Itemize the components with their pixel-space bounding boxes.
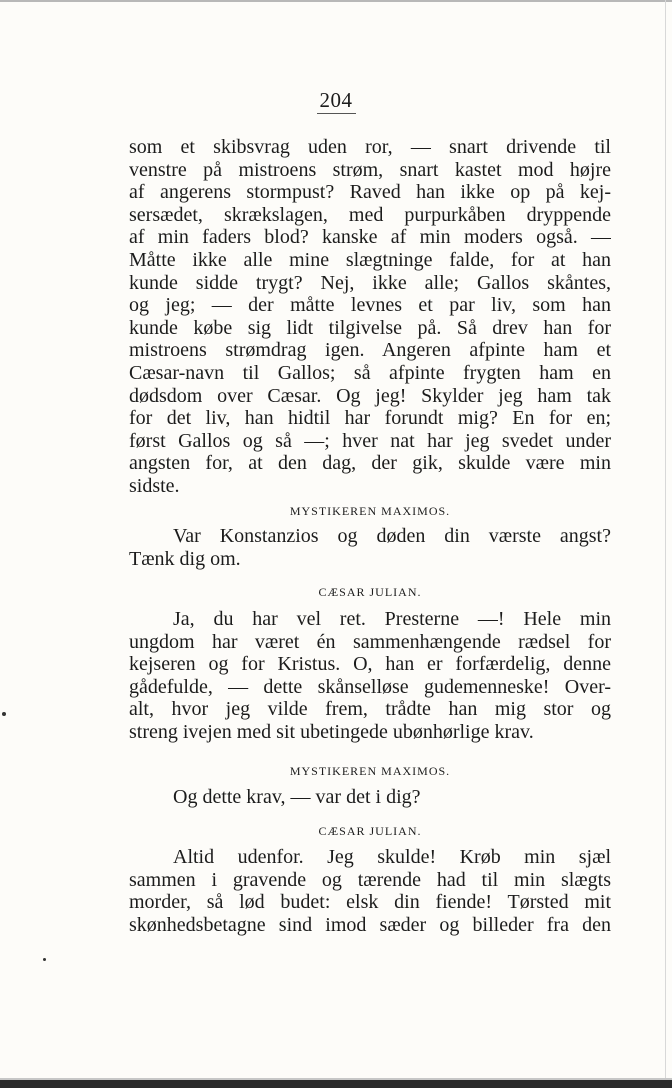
speaker-heading: MYSTIKEREN MAXIMOS. (289, 764, 451, 778)
text-line: venstre på mistroens strøm, snart kastet mod højre (129, 158, 611, 181)
speech-block-3 (129, 608, 611, 744)
text-line: af min faders blod? kanske af min moders også. — (129, 226, 611, 249)
text-line: streng ivejen med sit ubetingede ubønhørlige krav. (129, 720, 534, 743)
text-line: mistroens strømdrag igen. Angeren afpinte ham et (129, 339, 611, 362)
speech-block-4 (129, 786, 611, 809)
margin-speck (43, 958, 46, 961)
margin-speck (2, 712, 6, 716)
speech-block-1 (129, 136, 611, 498)
right-page-edge (665, 0, 666, 1088)
text-line: af angerens stormpust? Raved han ikke op på kej- (129, 181, 611, 204)
speech-block-5 (129, 846, 611, 936)
speaker-heading: MYSTIKEREN MAXIMOS. (289, 504, 451, 518)
text-line: sidste. (129, 474, 180, 497)
text-line: og jeg; — der måtte levnes et par liv, som han (129, 294, 611, 317)
text-line: som et skibsvrag uden ror, — snart drivende til (129, 136, 611, 158)
text-line: kejseren og for Kristus. O, han er forfærdelig, denne (129, 653, 611, 676)
text-line: kunde sidde trygt? Nej, ikke alle; Gallos skåntes, (129, 271, 611, 294)
text-line: Ja, du har vel ret. Presterne —! Hele min (173, 608, 611, 630)
text-line: Måtte ikke alle mine slægtninge falde, for at han (129, 248, 611, 271)
text-line: ungdom har været én sammenhængende rædsel for (129, 630, 611, 653)
text-line: angsten for, at den dag, der gik, skulde være min (129, 452, 611, 475)
top-edge-rule (0, 0, 672, 2)
text-line: Og dette krav, — var det i dig? (173, 786, 421, 808)
text-line: sersædet, skrækslagen, med purpurkåben dryppende (129, 203, 611, 226)
text-line: for det liv, han hidtil har forundt mig? En for en; (129, 407, 611, 430)
page-number-text: 204 (317, 88, 356, 114)
text-line: Var Konstanzios og døden din værste angst? (173, 525, 611, 547)
speaker-heading: CÆSAR JULIAN. (318, 585, 422, 599)
text-line: kunde købe sig lidt tilgivelse på. Så drev han for (129, 316, 611, 339)
text-line: gådefulde, — dette skånselløse gudemenneske! Over- (129, 675, 611, 698)
page-number (0, 88, 672, 113)
bottom-scan-band (0, 1080, 672, 1088)
text-line: skønhedsbetagne sind imod sæder og billeder fra den (129, 913, 611, 936)
text-line: Altid udenfor. Jeg skulde! Krøb min sjæl (173, 846, 611, 868)
text-line: Cæsar-navn til Gallos; så afpinte frygten ham en (129, 361, 611, 384)
text-line: først Gallos og så —; hver nat har jeg svedet under (129, 429, 611, 452)
text-line: dødsdom over Cæsar. Og jeg! Skylder jeg ham tak (129, 384, 611, 407)
text-line: alt, hvor jeg vilde frem, trådte han mig stor og (129, 698, 611, 721)
speaker-heading: CÆSAR JULIAN. (318, 824, 422, 838)
text-line: sammen i gravende og tærende had til min slægts (129, 868, 611, 891)
text-line: Tænk dig om. (129, 547, 241, 570)
text-line: morder, så lød budet: elsk din fiende! Tørsted mit (129, 891, 611, 914)
speech-block-2 (129, 525, 611, 570)
